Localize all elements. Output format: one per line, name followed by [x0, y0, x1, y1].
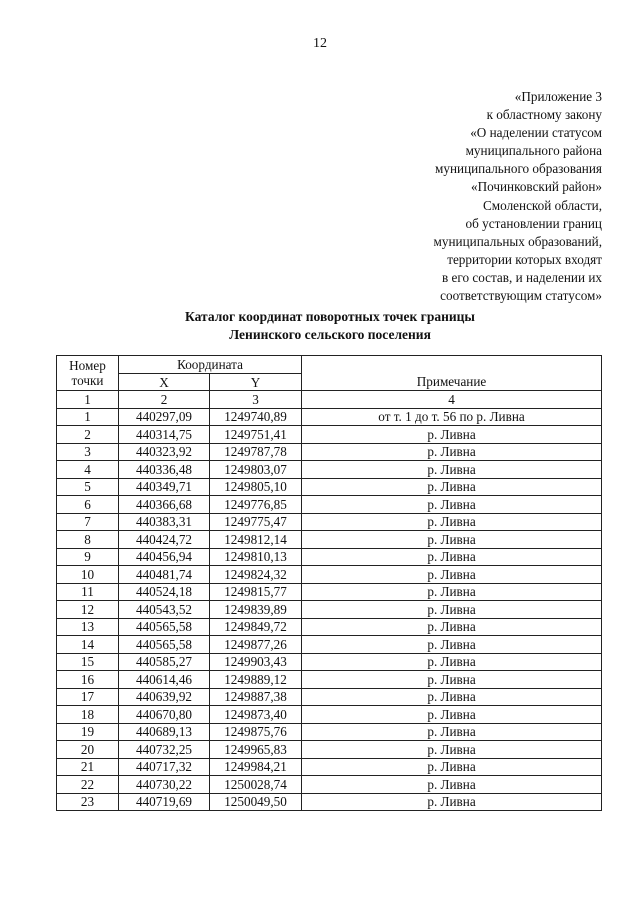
table-row	[57, 478, 602, 496]
y-coordinate-cell: 1249812,14	[210, 531, 302, 549]
point-number-cell: 11	[57, 583, 119, 601]
note-cell: р. Ливна	[302, 426, 602, 444]
header-note: Примечание	[302, 356, 602, 391]
x-coordinate-cell: 440366,68	[119, 496, 210, 514]
point-number-cell: 13	[57, 618, 119, 636]
note-cell: р. Ливна	[302, 548, 602, 566]
coordinates-table-body	[57, 408, 602, 811]
column-number-row	[57, 391, 602, 409]
x-coordinate-cell: 440689,13	[119, 723, 210, 741]
table-row	[57, 426, 602, 444]
point-number-cell: 19	[57, 723, 119, 741]
table-row	[57, 548, 602, 566]
x-coordinate-cell: 440639,92	[119, 688, 210, 706]
y-coordinate-cell: 1249984,21	[210, 758, 302, 776]
point-number-cell: 12	[57, 601, 119, 619]
x-coordinate-cell: 440297,09	[119, 408, 210, 426]
table-row	[57, 531, 602, 549]
y-coordinate-cell: 1249965,83	[210, 741, 302, 759]
note-cell: р. Ливна	[302, 601, 602, 619]
note-cell: р. Ливна	[302, 531, 602, 549]
point-number-cell: 8	[57, 531, 119, 549]
note-cell: р. Ливна	[302, 443, 602, 461]
catalog-title-line1: Каталог координат поворотных точек границы	[185, 309, 475, 324]
y-coordinate-cell: 1249787,78	[210, 443, 302, 461]
table-row	[57, 776, 602, 794]
x-coordinate-cell: 440614,46	[119, 671, 210, 689]
x-coordinate-cell: 440565,58	[119, 636, 210, 654]
x-coordinate-cell: 440314,75	[119, 426, 210, 444]
point-number-cell: 17	[57, 688, 119, 706]
appendix-line: об установлении границ	[465, 215, 602, 231]
x-coordinate-cell: 440717,32	[119, 758, 210, 776]
table-row	[57, 496, 602, 514]
table-row	[57, 601, 602, 619]
note-cell: р. Ливна	[302, 478, 602, 496]
appendix-line: к областному закону	[486, 107, 602, 123]
appendix-header	[302, 88, 602, 305]
y-coordinate-cell: 1249873,40	[210, 706, 302, 724]
y-coordinate-cell: 1249803,07	[210, 461, 302, 479]
table-row	[57, 741, 602, 759]
note-cell: р. Ливна	[302, 688, 602, 706]
note-cell: р. Ливна	[302, 461, 602, 479]
header-point-number	[57, 356, 119, 391]
note-cell: от т. 1 до т. 56 по р. Ливна	[302, 408, 602, 426]
catalog-title	[0, 308, 640, 344]
point-number-cell: 6	[57, 496, 119, 514]
header-y: Y	[210, 374, 302, 391]
point-number-cell: 14	[57, 636, 119, 654]
x-coordinate-cell: 440585,27	[119, 653, 210, 671]
note-cell: р. Ливна	[302, 671, 602, 689]
point-number-cell: 21	[57, 758, 119, 776]
x-coordinate-cell: 440543,52	[119, 601, 210, 619]
point-number-cell: 4	[57, 461, 119, 479]
page-number: 12	[313, 36, 327, 51]
column-number: 3	[210, 391, 302, 409]
point-number-cell: 3	[57, 443, 119, 461]
x-coordinate-cell: 440349,71	[119, 478, 210, 496]
y-coordinate-cell: 1249815,77	[210, 583, 302, 601]
x-coordinate-cell: 440481,74	[119, 566, 210, 584]
point-number-cell: 5	[57, 478, 119, 496]
appendix-line: «Приложение 3	[514, 89, 602, 104]
x-coordinate-cell: 440565,58	[119, 618, 210, 636]
table-row	[57, 671, 602, 689]
x-coordinate-cell: 440524,18	[119, 583, 210, 601]
y-coordinate-cell: 1249776,85	[210, 496, 302, 514]
note-cell: р. Ливна	[302, 706, 602, 724]
x-coordinate-cell: 440383,31	[119, 513, 210, 531]
y-coordinate-cell: 1249824,32	[210, 566, 302, 584]
table-row	[57, 723, 602, 741]
table-row	[57, 793, 602, 811]
y-coordinate-cell: 1249810,13	[210, 548, 302, 566]
appendix-line: муниципальных образований,	[433, 233, 602, 249]
appendix-line: «О наделении статусом	[470, 125, 602, 141]
table-row	[57, 461, 602, 479]
table-row	[57, 706, 602, 724]
x-coordinate-cell: 440336,48	[119, 461, 210, 479]
x-coordinate-cell: 440670,80	[119, 706, 210, 724]
note-cell: р. Ливна	[302, 758, 602, 776]
note-cell: р. Ливна	[302, 618, 602, 636]
note-cell: р. Ливна	[302, 583, 602, 601]
note-cell: р. Ливна	[302, 496, 602, 514]
x-coordinate-cell: 440732,25	[119, 741, 210, 759]
header-point-number-line2: точки	[71, 373, 104, 388]
note-cell: р. Ливна	[302, 776, 602, 794]
note-cell: р. Ливна	[302, 653, 602, 671]
y-coordinate-cell: 1250049,50	[210, 793, 302, 811]
x-coordinate-cell: 440719,69	[119, 793, 210, 811]
note-cell: р. Ливна	[302, 636, 602, 654]
header-point-number-line1: Номер	[69, 358, 106, 373]
table-row	[57, 618, 602, 636]
appendix-line: муниципального образования	[435, 161, 602, 177]
x-coordinate-cell: 440323,92	[119, 443, 210, 461]
column-number: 1	[57, 391, 119, 409]
appendix-line: «Починковский район»	[470, 179, 602, 195]
table-row	[57, 758, 602, 776]
table-row	[57, 566, 602, 584]
y-coordinate-cell: 1249903,43	[210, 653, 302, 671]
y-coordinate-cell: 1249889,12	[210, 671, 302, 689]
y-coordinate-cell: 1249877,26	[210, 636, 302, 654]
column-number: 2	[119, 391, 210, 409]
y-coordinate-cell: 1249849,72	[210, 618, 302, 636]
point-number-cell: 23	[57, 793, 119, 811]
table-row	[57, 688, 602, 706]
coordinates-table	[56, 355, 602, 811]
table-row	[57, 513, 602, 531]
point-number-cell: 9	[57, 548, 119, 566]
point-number-cell: 20	[57, 741, 119, 759]
x-coordinate-cell: 440424,72	[119, 531, 210, 549]
header-coordinate: Координата	[119, 356, 302, 374]
appendix-line: Смоленской области,	[483, 197, 602, 213]
point-number-cell: 22	[57, 776, 119, 794]
point-number-cell: 15	[57, 653, 119, 671]
appendix-line: территории которых входят	[447, 251, 602, 267]
y-coordinate-cell: 1250028,74	[210, 776, 302, 794]
y-coordinate-cell: 1249775,47	[210, 513, 302, 531]
point-number-cell: 16	[57, 671, 119, 689]
x-coordinate-cell: 440730,22	[119, 776, 210, 794]
y-coordinate-cell: 1249875,76	[210, 723, 302, 741]
catalog-title-line2: Ленинского сельского поселения	[229, 327, 431, 342]
y-coordinate-cell: 1249751,41	[210, 426, 302, 444]
header-x: X	[119, 374, 210, 391]
point-number-cell: 1	[57, 408, 119, 426]
table-row	[57, 408, 602, 426]
note-cell: р. Ливна	[302, 513, 602, 531]
table-row	[57, 653, 602, 671]
note-cell: р. Ливна	[302, 566, 602, 584]
appendix-line: соответствующим статусом»	[440, 288, 602, 304]
column-number: 4	[302, 391, 602, 409]
x-coordinate-cell: 440456,94	[119, 548, 210, 566]
note-cell: р. Ливна	[302, 723, 602, 741]
y-coordinate-cell: 1249805,10	[210, 478, 302, 496]
table-row	[57, 583, 602, 601]
point-number-cell: 2	[57, 426, 119, 444]
point-number-cell: 7	[57, 513, 119, 531]
y-coordinate-cell: 1249740,89	[210, 408, 302, 426]
point-number-cell: 10	[57, 566, 119, 584]
table-row	[57, 636, 602, 654]
table-row	[57, 443, 602, 461]
y-coordinate-cell: 1249839,89	[210, 601, 302, 619]
note-cell: р. Ливна	[302, 741, 602, 759]
note-cell: р. Ливна	[302, 793, 602, 811]
appendix-line: в его состав, и наделении их	[442, 269, 602, 285]
appendix-line: муниципального района	[465, 143, 602, 159]
y-coordinate-cell: 1249887,38	[210, 688, 302, 706]
point-number-cell: 18	[57, 706, 119, 724]
